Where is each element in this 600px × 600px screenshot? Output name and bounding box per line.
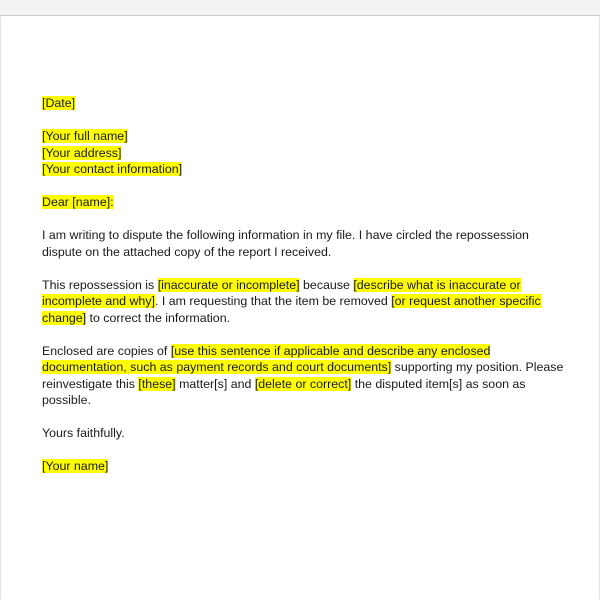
document-page[interactable] xyxy=(1,16,599,600)
para3-text-4: the disputed item[s] as soon as possible. xyxy=(42,376,526,407)
toolbar-strip xyxy=(0,0,600,16)
para2-text-1: This repossession is xyxy=(42,277,158,292)
paragraph-1: I am writing to dispute the following information in my file. I have circled the repossession dispute on the attached copy of the report I received. xyxy=(42,228,529,259)
signature-placeholder: [Your name] xyxy=(42,459,109,473)
para3-placeholder-2: [these] xyxy=(138,376,176,391)
para2-placeholder-3: [or request another specific change] xyxy=(42,294,541,325)
full-name-placeholder: [Your full name] xyxy=(42,129,128,143)
paragraph-2 xyxy=(42,277,572,327)
address-line xyxy=(42,145,572,162)
salutation-line xyxy=(42,194,572,211)
signature-line xyxy=(42,458,572,475)
para2-text-2: because xyxy=(299,277,354,292)
contact-placeholder: [Your contact information] xyxy=(42,162,183,176)
para2-placeholder-1: [inaccurate or incomplete] xyxy=(157,277,300,292)
para2-text-4: to correct the information. xyxy=(86,310,231,325)
date-placeholder: [Date] xyxy=(42,96,76,110)
full-name-line xyxy=(42,128,572,145)
para2-text-3: . I am requesting that the item be removed xyxy=(154,294,392,308)
contact-line xyxy=(42,161,572,178)
closing-line: Yours faithfully. xyxy=(42,426,125,440)
para3-text-3: matter[s] and xyxy=(175,376,255,391)
para2-placeholder-2: [describe what is inaccurate or incomplete and why] xyxy=(42,277,521,308)
letter-body[interactable] xyxy=(42,95,572,475)
date-line xyxy=(42,95,572,112)
salutation: Dear [name]: xyxy=(42,195,114,209)
paragraph-3 xyxy=(42,343,572,409)
para3-placeholder-3: [delete or correct] xyxy=(254,376,352,391)
para3-placeholder-1: [use this sentence if applicable and describe any enclosed documentation, such as payment records and court documents] xyxy=(42,343,491,374)
address-placeholder: [Your address] xyxy=(42,145,122,160)
para3-text-2: supporting my position. Please reinvestigate this xyxy=(42,360,564,391)
para3-text-1: Enclosed are copies of xyxy=(42,343,171,358)
